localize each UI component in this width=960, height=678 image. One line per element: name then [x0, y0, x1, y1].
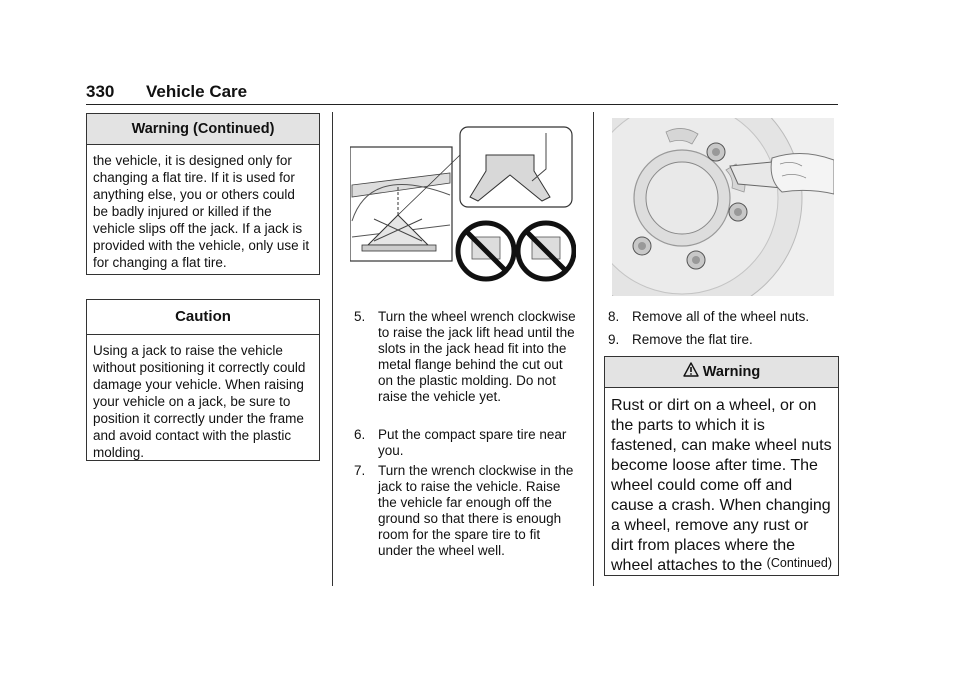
jack-diagram [350, 125, 576, 285]
warning-header [605, 357, 838, 388]
section-title: Vehicle Care [146, 82, 248, 101]
step-6 [354, 427, 576, 459]
continued-label: (Continued) [766, 556, 832, 570]
warning-continued-box [86, 113, 320, 275]
warning-triangle-icon [683, 362, 699, 382]
step-number: 6. [354, 427, 366, 442]
page-number: 330 [86, 82, 115, 101]
warning-continued-text: the vehicle, it is designed only for changing a flat tire. If it is used for anything else, you or others could be badly injured or killed if the vehicle slips off the jack. If a jack is provided with the vehicle, only use it for changing a flat tire. [93, 153, 310, 270]
step-text: Remove the flat tire. [632, 332, 753, 347]
wheel-diagram [612, 118, 834, 296]
step-text: Put the compact spare tire near you. [378, 427, 567, 458]
step-7 [354, 463, 576, 559]
step-8 [608, 309, 838, 325]
step-number: 7. [354, 463, 366, 478]
step-number: 8. [608, 309, 620, 324]
step-number: 5. [354, 309, 366, 324]
prohibited-icon-left [458, 223, 514, 279]
caution-box [86, 299, 320, 461]
column-divider-right [593, 112, 594, 586]
page-header [86, 82, 838, 105]
wheel-nut-illustration [612, 118, 834, 296]
warning-title: Warning [702, 364, 761, 380]
step-text: Turn the wrench clockwise in the jack to raise the vehicle. Raise the vehicle far enough off the ground so that there is enough room for the spare tire to fit under the wheel well. [378, 463, 574, 558]
step-text: Remove all of the wheel nuts. [632, 309, 810, 324]
step-number: 9. [608, 332, 620, 347]
step-text: Turn the wheel wrench clockwise to raise the jack lift head until the slots in the jack head fit into the metal flange behind the cut out on the plastic molding. Do not raise the vehicle yet. [378, 309, 576, 404]
step-5 [354, 309, 576, 405]
warning-text: Rust or dirt on a wheel, or on the parts to which it is fastened, can make wheel nuts become loose after time. The wheel could come off and cause a crash. When changing a wheel, remove any rust or dirt from places where the wheel attaches to the [611, 397, 832, 574]
warning-continued-title: Warning (Continued) [87, 114, 319, 145]
warning-box [604, 356, 839, 576]
prohibited-icon-right [518, 223, 574, 279]
caution-title: Caution [87, 300, 319, 335]
step-9 [608, 332, 838, 348]
jack-illustration [350, 125, 576, 285]
column-divider-left [332, 112, 333, 586]
caution-text: Using a jack to raise the vehicle without positioning it correctly could damage your vehicle. When raising your vehicle on a jack, be sure to position it correctly under the frame and avoid contact with the plastic molding. [93, 343, 306, 460]
